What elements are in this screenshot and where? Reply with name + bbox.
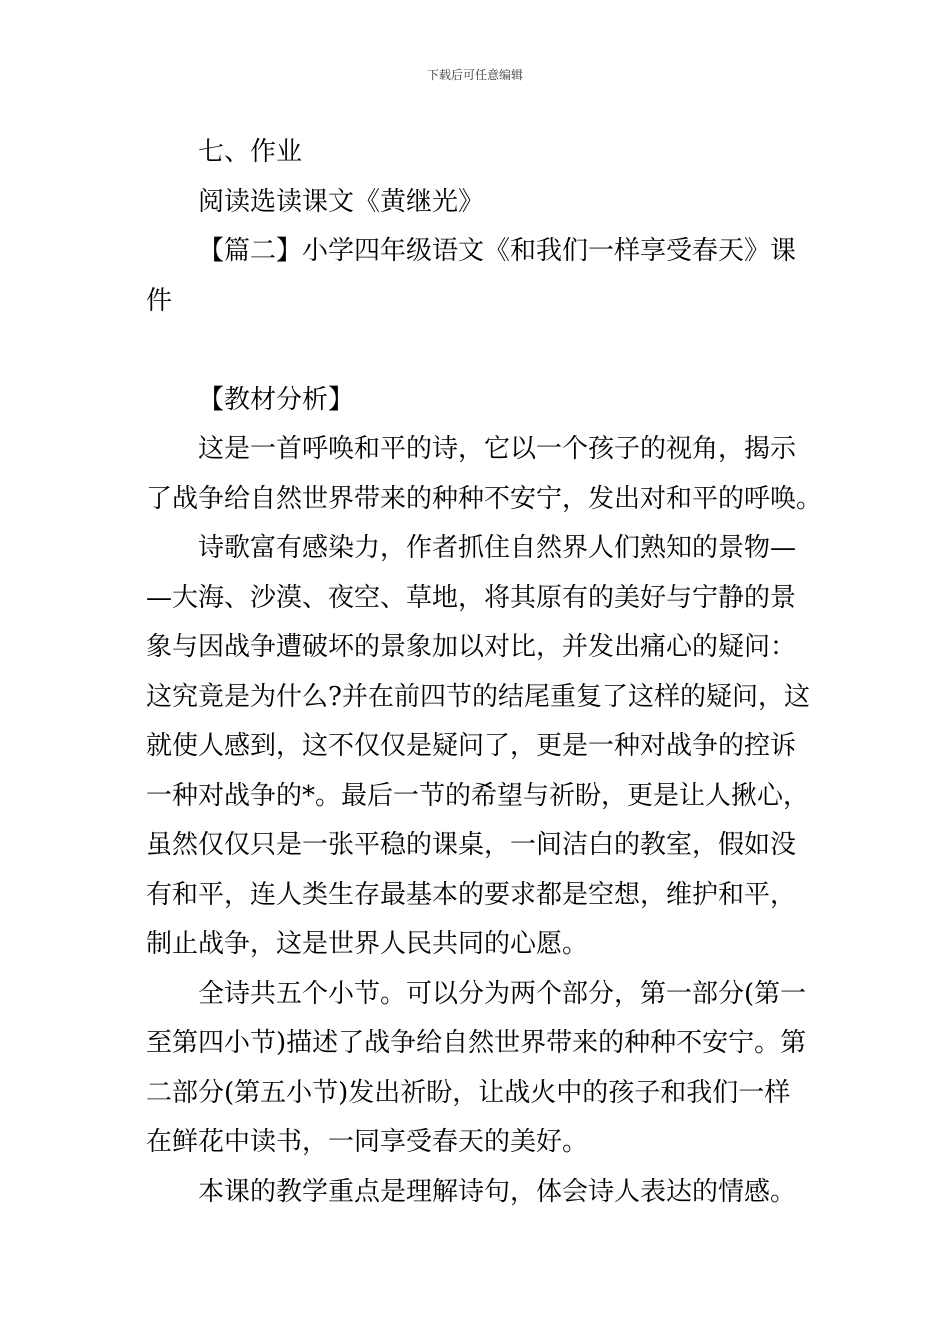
paragraph-line: 全诗共五个小节。可以分为两个部分，第一部分(第一	[198, 978, 807, 1009]
document-body	[146, 128, 823, 1217]
paragraph-line: —大海、沙漠、夜空、草地，将其原有的美好与宁静的景	[146, 582, 797, 613]
paragraph-line: 本课的教学重点是理解诗句，体会诗人表达的情感。	[198, 1176, 797, 1207]
paragraph-line: 象与因战争遭破坏的景象加以对比，并发出痛心的疑问：	[146, 632, 797, 662]
paragraph-line: 制止战争，这是世界人民共同的心愿。	[146, 929, 589, 959]
paragraph-line: 诗歌富有感染力，作者抓住自然界人们熟知的景物—	[198, 533, 797, 563]
paragraph-line: 一种对战争的*。最后一节的希望与祈盼，更是让人揪心，	[146, 780, 810, 811]
paragraph-line: 虽然仅仅只是一张平稳的课桌，一间洁白的教室，假如没	[146, 830, 797, 860]
paragraph-line: 就使人感到，这不仅仅是疑问了，更是一种对战争的控诉	[146, 731, 797, 761]
paragraph-line: 有和平，连人类生存最基本的要求都是空想，维护和平，	[146, 879, 797, 910]
blank-line	[146, 326, 808, 376]
section-heading-analysis: 【教材分析】	[198, 384, 355, 415]
paragraph-line: 至第四小节)描述了战争给自然世界带来的种种不安宁。第	[146, 1028, 807, 1058]
paragraph-line: 二部分(第五小节)发出祈盼，让战火中的孩子和我们一样	[146, 1077, 791, 1108]
paragraph-line: 这究竟是为什么?并在前四节的结尾重复了这样的疑问，这	[146, 681, 810, 712]
page-header: 下载后可任意编辑	[426, 68, 523, 82]
text-line: 阅读选读课文《黄继光》	[198, 186, 485, 217]
paragraph-line: 了战争给自然世界带来的种种不安宁，发出对和平的呼唤。	[146, 483, 823, 514]
article-title-continued: 件	[146, 285, 173, 316]
section-heading-homework: 七、作业	[198, 137, 303, 167]
paragraph-line: 这是一首呼唤和平的诗，它以一个孩子的视角，揭示	[198, 434, 797, 464]
paragraph-line: 在鲜花中读书，一同享受春天的美好。	[146, 1127, 589, 1157]
article-title: 【篇二】小学四年级语文《和我们一样享受春天》课	[198, 236, 797, 266]
